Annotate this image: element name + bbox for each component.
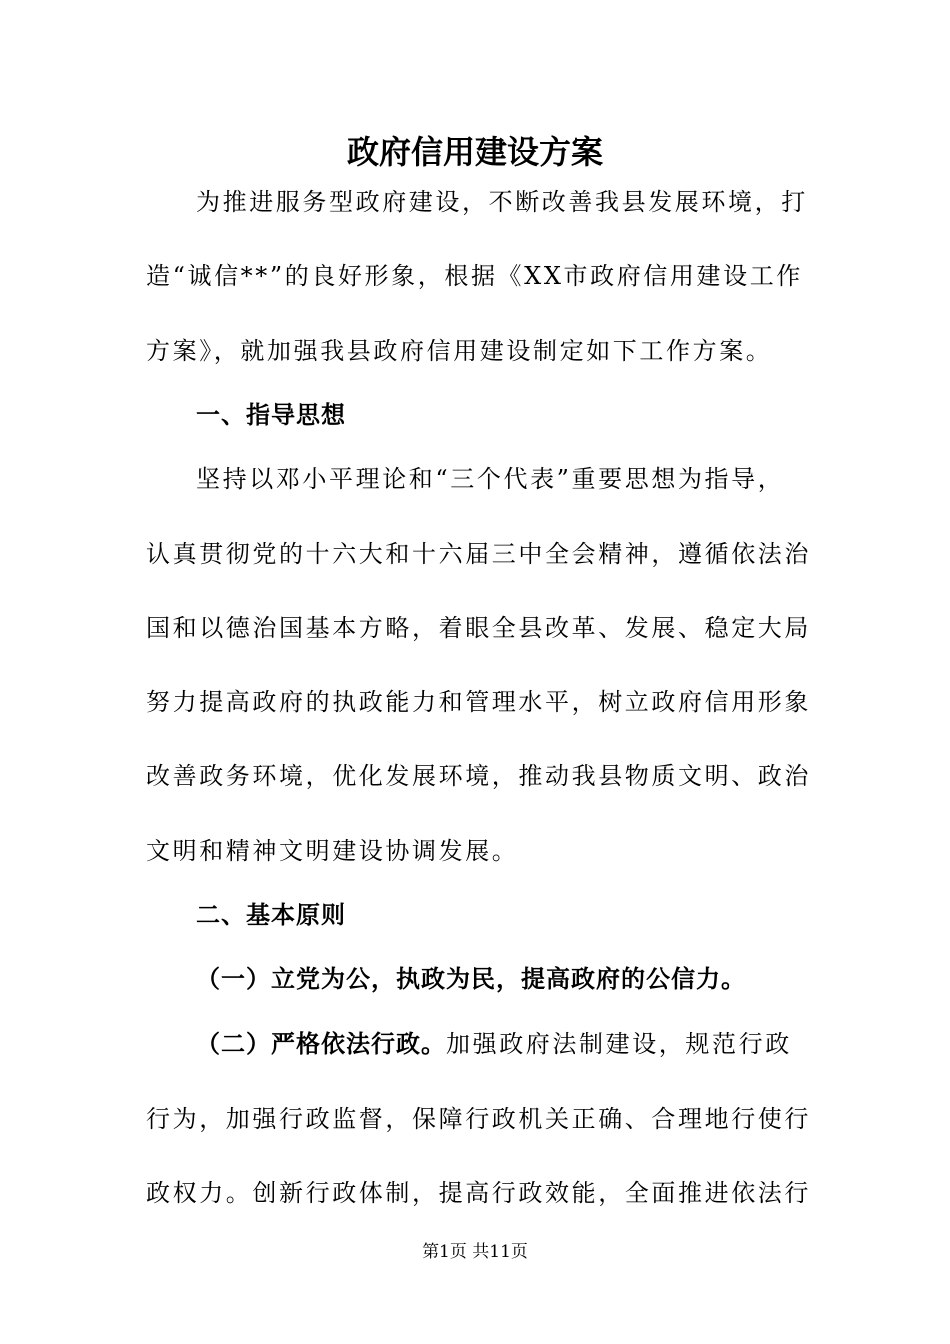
paragraph-line: 国和以德治国基本方略，着眼全县改革、发展、稳定大局 [146, 614, 811, 642]
paragraph-line: 行为，加强行政监督，保障行政机关正确、合理地行使行 [146, 1105, 811, 1133]
paragraph-line: 方案》，就加强我县政府信用建设制定如下工作方案。 [146, 337, 773, 365]
paragraph-line: 文明和精神文明建设协调发展。 [146, 837, 519, 865]
paragraph-line: 认真贯彻党的十六大和十六届三中全会精神，遵循依法治 [146, 540, 811, 568]
paragraph-line: 为推进服务型政府建设，不断改善我县发展环境，打 [196, 188, 808, 216]
document-title: 政府信用建设方案 [346, 133, 603, 171]
section-heading-basic-principles: 二、基本原则 [196, 901, 346, 929]
principle-two-heading: （二）严格依法行政。 [196, 1030, 446, 1058]
paragraph-line: 坚持以邓小平理论和“三个代表”重要思想为指导， [196, 465, 785, 493]
page-footer: 第1页 共11页 [422, 1242, 528, 1262]
paragraph-line: 造“诚信**”的良好形象，根据《XX市政府信用建设工作 [146, 262, 803, 290]
paragraph-line: 改善政务环境，优化发展环境，推动我县物质文明、政治 [146, 762, 811, 790]
principle-one: （一）立党为公，执政为民，提高政府的公信力。 [196, 965, 746, 993]
paragraph-line: 政权力。创新行政体制，提高行政效能，全面推进依法行 [146, 1179, 811, 1207]
paragraph-line-principle-two [196, 1028, 806, 1060]
principle-two-text: 加强政府法制建设，规范行政 [446, 1030, 792, 1058]
paragraph-line: 努力提高政府的执政能力和管理水平，树立政府信用形象 [146, 688, 811, 716]
section-heading-guiding-ideology: 一、指导思想 [196, 401, 346, 429]
